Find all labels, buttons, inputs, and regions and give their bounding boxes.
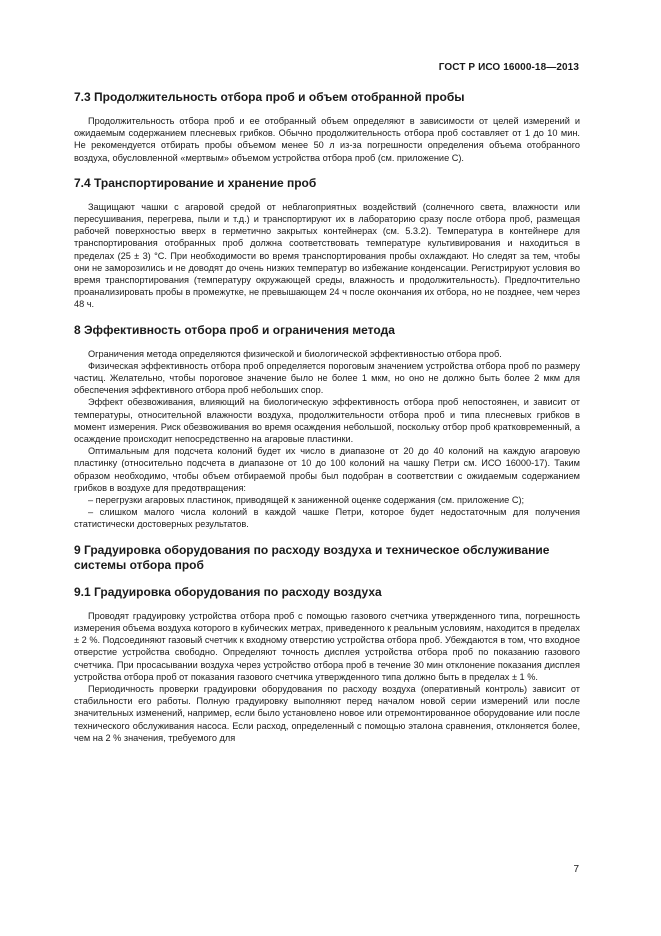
paragraph: Проводят градуировку устройства отбора проб с помощью газового счетчика утвержденного типа, погрешность измерения объема воздуха которого в кубических метрах, приведенного к реальным условиям, находится в пределах ± 2 %. Подсоединяют газовый счетчик к входному отверстию устройства отбора проб. Убеждаются в том, что входное отверстие устройства свободно. Определяют точность дисплея устройства отбора проб по показанию газового счетчика. При просасывании воздуха через устройство отбора проб в течение 30 мин отклонение показания дисплея устройства отбора проб от показания газового счетчика утвержденного типа должно быть в пределах ± 1 %. <box>74 610 580 682</box>
paragraph: Периодичность проверки градуировки оборудования по расходу воздуха (оперативный контроль) зависит от стабильности его работы. Полную градуировку выполняют перед началом новой серии измерений или после значительных изменений, например, если было установлено новое или отремонтированное оборудование или после технического обслуживания насоса. Если расход, определенный с помощью эталона сравнения, отклоняется более, чем на 2 % значения, требуемого для <box>74 683 580 743</box>
paragraph: Ограничения метода определяются физической и биологической эффективностью отбора проб. <box>88 348 502 359</box>
paragraph: Эффект обезвоживания, влияющий на биологическую эффективность отбора проб непостоянен, и зависит от температуры, относительной влажности воздуха, продолжительности отбора проб и типа плесневых грибков в момент измерения. Риск обезвоживания во время осаждения небольшой, поскольку отбор проб кратковременный, а осаждение происходит непосредственно на агаровые пластинки. <box>74 397 580 445</box>
paragraph: Физическая эффективность отбора проб определяется пороговым значением устройства отбора проб по размеру частиц. Желательно, чтобы пороговое значение было не более 1 мкм, но оно не должно быть более 2 мкм для обеспечения эффективного отбора проб небольших спор. <box>74 360 580 396</box>
section-heading: 9.1 Градуировка оборудования по расходу воздуха <box>74 584 382 599</box>
section-heading: 7.4 Транспортирование и хранение проб <box>74 175 317 190</box>
page-content <box>74 82 580 744</box>
paragraph: – перегрузки агаровых пластинок, приводящей к заниженной оценке содержания (см. приложение С); <box>88 495 525 506</box>
paragraph: Оптимальным для подсчета колоний будет их число в диапазоне от 20 до 40 колоний на каждую агаровую пластинку (относительно подсчета в диапазоне от 10 до 100 колоний на чашку Петри см. ИСО 16000-17). Таким образом необходимо, чтобы объем отбираемой пробы был подобран в соответствии с ожидаемым содержанием грибков в воздухе для предотвращения: <box>74 446 580 493</box>
page-number: 7 <box>573 864 579 875</box>
paragraph: Продолжительность отбора проб и ее отобранный объем определяют в зависимости от целей измерений и ожидаемым содержанием плесневых грибков. Обычно продолжительность отбора проб составляет от 1 до 10 мин. Не рекомендуется отбирать пробы объемом менее 50 л из-за погрешности определения объема отобранного воздуха, обусловленной «мертвым» объемом устройства отбора проб (см. приложение С). <box>74 116 580 163</box>
section-heading: 7.3 Продолжительность отбора проб и объем отобранной пробы <box>74 90 465 104</box>
paragraph: Защищают чашки с агаровой средой от неблагоприятных воздействий (солнечного света, влажности или пересушивания, перегрева, пыли и т.д.) и транспортируют их в лабораторию сразу после отбора проб, размещая рабочей поверхностью вверх в герметично закрытых контейнерах (см. 5.3.2). Температура в контейнере для транспортирования отобранных проб должна соответствовать температуре культивирования и находиться в пределах (25 ± 3) °С. При необходимости во время транспортирования пробы охлаждают. Но следят за тем, чтобы они не заморозились и не доводят до очень низких температур во избежание конденсации. Регистрируют условия во время транспортирования (температуру окружающей среды, влажность и продолжительность). Предпочтительно проанализировать пробы в промежутке, не превышающем 24 ч после окончания их отбора, но не позднее, чем через 48 ч. <box>74 201 580 310</box>
section-heading: 8 Эффективность отбора проб и ограничения метода <box>74 322 395 337</box>
paragraph: – слишком малого числа колоний в каждой чашке Петри, которое будет недостаточным для получения статистически достоверных результатов. <box>74 507 580 530</box>
running-header: ГОСТ Р ИСО 16000-18—2013 <box>438 62 579 73</box>
section-heading: 9 Градуировка оборудования по расходу воздуха и техническое обслуживание системы отбора проб <box>74 542 550 572</box>
